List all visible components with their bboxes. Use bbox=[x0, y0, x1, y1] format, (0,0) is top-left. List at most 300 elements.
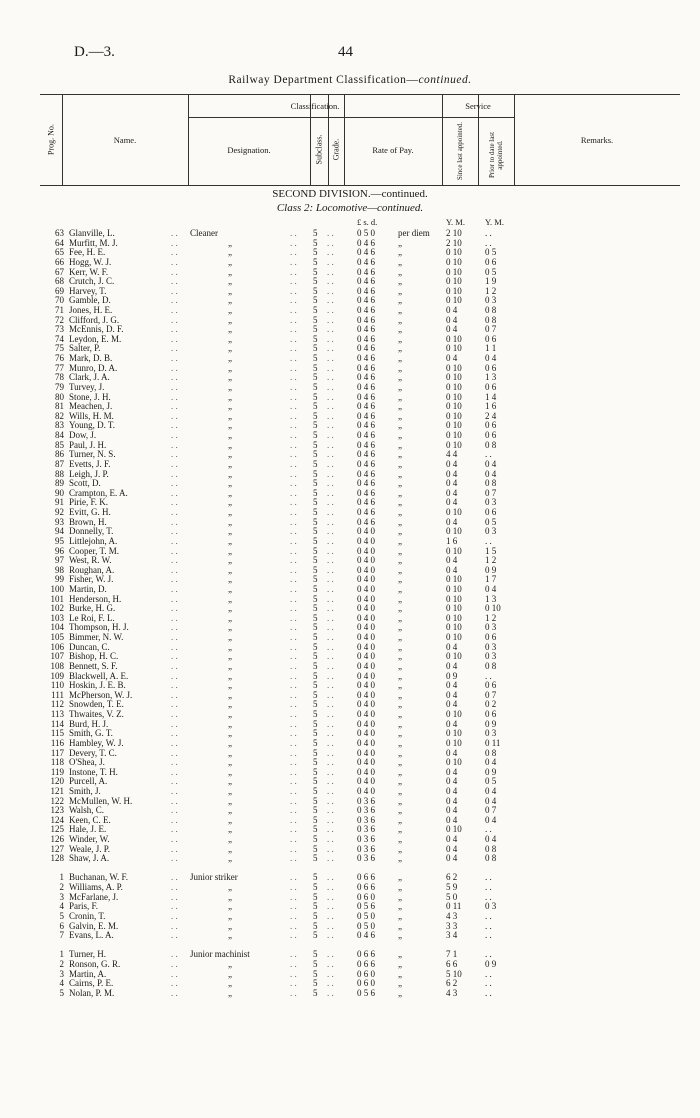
prior-to-date-cell: 0 6 bbox=[485, 507, 497, 517]
designation-cell: „ bbox=[228, 660, 232, 671]
since-units: Y. M. bbox=[446, 217, 465, 227]
leader-dots: . . bbox=[171, 285, 178, 296]
leader-dots: . . bbox=[327, 824, 334, 835]
since-last-cell: 0 10 bbox=[446, 757, 462, 768]
rate-of-pay-cell: 0 3 6 bbox=[357, 814, 375, 825]
subclass-cell: 5 bbox=[313, 478, 318, 489]
subclass-cell: 5 bbox=[313, 747, 318, 758]
subclass-cell: 5 bbox=[313, 757, 318, 768]
prog-no-cell: 70 bbox=[55, 295, 64, 306]
pay-period-cell: „ bbox=[398, 372, 402, 383]
designation-cell: „ bbox=[228, 622, 232, 633]
prior-to-date-cell: . . bbox=[485, 949, 492, 960]
prior-to-date-cell: 0 8 bbox=[485, 843, 497, 854]
leader-dots: . . bbox=[290, 564, 297, 575]
subclass-cell: 5 bbox=[313, 237, 318, 248]
name-cell: Clark, J. A. bbox=[69, 372, 110, 383]
leader-dots: . . bbox=[171, 381, 178, 392]
leader-dots: . . bbox=[327, 670, 334, 681]
name-cell: Buchanan, W. F. bbox=[69, 872, 129, 883]
rate-of-pay-cell: 0 5 0 bbox=[357, 228, 375, 238]
leader-dots: . . bbox=[290, 228, 297, 238]
pay-period-cell: „ bbox=[398, 603, 402, 614]
designation-cell: „ bbox=[228, 766, 232, 777]
leader-dots: . . bbox=[171, 747, 178, 758]
since-last-cell: 0 10 bbox=[446, 526, 462, 537]
name-cell: West, R. W. bbox=[69, 555, 112, 566]
subclass-cell: 5 bbox=[313, 247, 318, 258]
leader-dots: . . bbox=[327, 853, 334, 864]
pay-period-cell: „ bbox=[398, 670, 402, 681]
pay-period-cell: per diem bbox=[398, 228, 430, 238]
subclass-cell: 5 bbox=[313, 420, 318, 431]
leader-dots: . . bbox=[171, 814, 178, 825]
section-title: SECOND DIVISION.—continued. bbox=[272, 188, 428, 200]
prior-to-date-cell: 1 5 bbox=[485, 545, 497, 556]
leader-dots: . . bbox=[290, 603, 297, 614]
leader-dots: . . bbox=[290, 468, 297, 479]
since-last-cell: 0 10 bbox=[446, 372, 462, 383]
prog-no-cell: 4 bbox=[59, 901, 64, 912]
since-last-cell: 0 10 bbox=[446, 737, 462, 748]
since-last-cell: 0 4 bbox=[446, 766, 458, 777]
rate-of-pay-cell: 0 4 6 bbox=[357, 487, 375, 498]
leader-dots: . . bbox=[171, 353, 178, 364]
leader-dots: . . bbox=[290, 372, 297, 383]
leader-dots: . . bbox=[327, 891, 334, 902]
designation-cell: „ bbox=[228, 632, 232, 642]
rate-of-pay-cell: 0 4 6 bbox=[357, 507, 375, 517]
designation-cell: „ bbox=[228, 882, 232, 892]
pay-period-cell: „ bbox=[398, 381, 402, 392]
leader-dots: . . bbox=[290, 978, 297, 989]
pay-period-cell: „ bbox=[398, 507, 402, 517]
designation-cell: „ bbox=[228, 834, 232, 845]
leader-dots: . . bbox=[171, 430, 178, 440]
leader-dots: . . bbox=[327, 458, 334, 469]
pay-period-cell: „ bbox=[398, 641, 402, 652]
leader-dots: . . bbox=[327, 507, 334, 517]
prog-no-header: Prog. No. bbox=[46, 124, 56, 155]
pay-period-cell: „ bbox=[398, 622, 402, 633]
prog-no-cell: 3 bbox=[59, 891, 64, 902]
since-last-cell: 0 9 bbox=[446, 670, 458, 681]
since-last-cell: 0 4 bbox=[446, 497, 458, 508]
prog-no-cell: 5 bbox=[59, 910, 64, 921]
name-cell: Cronin, T. bbox=[69, 910, 106, 921]
prior-to-date-cell: 0 8 bbox=[485, 305, 497, 315]
prog-no-cell: 123 bbox=[50, 805, 64, 816]
pay-period-cell: „ bbox=[398, 689, 402, 700]
prog-no-cell: 5 bbox=[59, 987, 64, 998]
rate-of-pay-cell: 0 4 0 bbox=[357, 689, 375, 700]
subclass-cell: 5 bbox=[313, 391, 318, 402]
leader-dots: . . bbox=[171, 632, 178, 642]
rate-of-pay-cell: 0 6 0 bbox=[357, 968, 375, 979]
leader-dots: . . bbox=[171, 401, 178, 412]
name-cell: Blackwell, A. E. bbox=[69, 670, 129, 681]
designation-cell: „ bbox=[228, 795, 232, 806]
name-cell: O'Shea, J. bbox=[69, 757, 105, 768]
subclass-cell: 5 bbox=[313, 564, 318, 575]
rate-of-pay-cell: 0 4 6 bbox=[357, 314, 375, 325]
leader-dots: . . bbox=[327, 834, 334, 845]
prior-to-date-cell: 0 4 bbox=[485, 814, 497, 825]
subclass-cell: 5 bbox=[313, 362, 318, 373]
since-last-cell: 0 10 bbox=[446, 612, 462, 623]
prior-to-date-cell: 0 7 bbox=[485, 805, 497, 816]
designation-cell: „ bbox=[228, 910, 232, 921]
leader-dots: . . bbox=[290, 353, 297, 364]
subclass-cell: 5 bbox=[313, 709, 318, 719]
rate-of-pay-cell: 0 4 6 bbox=[357, 276, 375, 287]
subclass-cell: 5 bbox=[313, 458, 318, 469]
rate-of-pay-cell: 0 3 6 bbox=[357, 795, 375, 806]
prior-to-date-cell: 0 7 bbox=[485, 324, 497, 335]
prior-to-date-header: Prior to date last appointed. bbox=[488, 131, 504, 179]
designation-cell: „ bbox=[228, 891, 232, 902]
prog-no-cell: 77 bbox=[55, 362, 64, 373]
subclass-cell: 5 bbox=[313, 910, 318, 921]
table-row bbox=[0, 989, 700, 999]
table-row bbox=[0, 470, 700, 480]
prog-no-cell: 1 bbox=[59, 949, 64, 960]
prog-no-cell: 106 bbox=[50, 641, 64, 652]
subclass-cell: 5 bbox=[313, 987, 318, 998]
table-row bbox=[0, 797, 700, 807]
designation-cell: „ bbox=[228, 670, 232, 681]
leader-dots: . . bbox=[327, 651, 334, 662]
pay-period-cell: „ bbox=[398, 276, 402, 287]
since-last-cell: 0 4 bbox=[446, 834, 458, 845]
prior-to-date-cell: 0 3 bbox=[485, 295, 497, 306]
since-last-cell: 0 10 bbox=[446, 410, 462, 421]
pay-period-cell: „ bbox=[398, 612, 402, 623]
designation-cell: „ bbox=[228, 276, 232, 287]
prog-no-cell: 85 bbox=[55, 439, 64, 450]
rate-of-pay-cell: 0 4 0 bbox=[357, 622, 375, 633]
since-last-cell: 0 4 bbox=[446, 458, 458, 469]
rate-of-pay-cell: 0 4 6 bbox=[357, 285, 375, 296]
name-cell: Meachen, J. bbox=[69, 401, 113, 412]
designation-cell: „ bbox=[228, 458, 232, 469]
pay-period-cell: „ bbox=[398, 853, 402, 864]
designation-cell: „ bbox=[228, 603, 232, 614]
prog-no-cell: 126 bbox=[50, 834, 64, 845]
leader-dots: . . bbox=[290, 526, 297, 537]
designation-cell: „ bbox=[228, 507, 232, 517]
leader-dots: . . bbox=[290, 574, 297, 585]
name-cell: Weale, J. P. bbox=[69, 843, 111, 854]
leader-dots: . . bbox=[171, 333, 178, 344]
designation-cell: „ bbox=[228, 247, 232, 258]
designation-cell: „ bbox=[228, 978, 232, 989]
pay-period-cell: „ bbox=[398, 564, 402, 575]
subclass-cell: 5 bbox=[313, 372, 318, 383]
leader-dots: . . bbox=[171, 786, 178, 796]
leader-dots: . . bbox=[171, 920, 178, 931]
table-row bbox=[0, 777, 700, 787]
section-subtitle: Class 2: Locomotive—continued. bbox=[276, 202, 424, 214]
designation-cell: „ bbox=[228, 709, 232, 719]
pay-period-cell: „ bbox=[398, 468, 402, 479]
leader-dots: . . bbox=[171, 689, 178, 700]
pay-period-cell: „ bbox=[398, 266, 402, 277]
leader-dots: . . bbox=[171, 968, 178, 979]
designation-cell: „ bbox=[228, 420, 232, 431]
leader-dots: . . bbox=[290, 737, 297, 748]
leader-dots: . . bbox=[171, 737, 178, 748]
leader-dots: . . bbox=[290, 420, 297, 431]
subclass-cell: 5 bbox=[313, 256, 318, 267]
leader-dots: . . bbox=[327, 420, 334, 431]
leader-dots: . . bbox=[290, 497, 297, 508]
prior-to-date-cell: 0 3 bbox=[485, 497, 497, 508]
leader-dots: . . bbox=[327, 295, 334, 306]
leader-dots: . . bbox=[327, 535, 334, 546]
leader-dots: . . bbox=[290, 247, 297, 258]
name-cell: Walsh, C. bbox=[69, 805, 105, 816]
prior-to-date-cell: 0 11 bbox=[485, 737, 501, 748]
prior-to-date-cell: 0 6 bbox=[485, 632, 497, 642]
designation-cell: „ bbox=[228, 353, 232, 364]
leader-dots: . . bbox=[290, 362, 297, 373]
subclass-cell: 5 bbox=[313, 968, 318, 979]
rate-of-pay-cell: 0 4 0 bbox=[357, 603, 375, 614]
leader-dots: . . bbox=[171, 449, 178, 460]
prog-no-cell: 66 bbox=[55, 256, 64, 267]
subclass-cell: 5 bbox=[313, 853, 318, 864]
prior-to-date-cell: 0 4 bbox=[485, 834, 497, 845]
pay-period-cell: „ bbox=[398, 834, 402, 845]
name-cell: Purcell, A. bbox=[69, 776, 108, 787]
subclass-cell: 5 bbox=[313, 737, 318, 748]
table-row bbox=[0, 902, 700, 912]
prog-no-cell: 93 bbox=[55, 516, 64, 527]
prior-to-date-cell: 0 3 bbox=[485, 901, 497, 912]
rate-of-pay-cell: 0 4 6 bbox=[357, 468, 375, 479]
prior-to-date-cell: 1 1 bbox=[485, 343, 497, 354]
pay-period-cell: „ bbox=[398, 958, 402, 969]
designation-cell: „ bbox=[228, 824, 232, 835]
rate-of-pay-cell: 0 3 6 bbox=[357, 834, 375, 845]
leader-dots: . . bbox=[290, 660, 297, 671]
name-cell: Leigh, J. P. bbox=[69, 468, 109, 479]
table-header bbox=[40, 94, 680, 186]
leader-dots: . . bbox=[171, 603, 178, 614]
leader-dots: . . bbox=[327, 266, 334, 277]
leader-dots: . . bbox=[327, 660, 334, 671]
leader-dots: . . bbox=[171, 487, 178, 498]
rate-of-pay-cell: 0 4 0 bbox=[357, 583, 375, 594]
pay-period-cell: „ bbox=[398, 901, 402, 912]
leader-dots: . . bbox=[327, 737, 334, 748]
leader-dots: . . bbox=[327, 410, 334, 421]
prog-no-cell: 127 bbox=[50, 843, 64, 854]
leader-dots: . . bbox=[171, 718, 178, 729]
since-last-cell: 0 4 bbox=[446, 805, 458, 816]
name-cell: Scott, D. bbox=[69, 478, 101, 489]
rate-of-pay-cell: 0 4 0 bbox=[357, 776, 375, 787]
prior-to-date-cell: 0 5 bbox=[485, 266, 497, 277]
prog-no-cell: 68 bbox=[55, 276, 64, 287]
pay-period-cell: „ bbox=[398, 987, 402, 998]
leader-dots: . . bbox=[290, 430, 297, 440]
prior-to-date-cell: . . bbox=[485, 920, 492, 931]
leader-dots: . . bbox=[290, 824, 297, 835]
prog-no-cell: 86 bbox=[55, 449, 64, 460]
leader-dots: . . bbox=[290, 920, 297, 931]
prog-no-cell: 98 bbox=[55, 564, 64, 575]
table-row bbox=[0, 893, 700, 903]
leader-dots: . . bbox=[327, 449, 334, 460]
since-last-cell: 0 10 bbox=[446, 622, 462, 633]
pay-period-cell: „ bbox=[398, 333, 402, 344]
subclass-cell: 5 bbox=[313, 786, 318, 796]
subclass-cell: 5 bbox=[313, 930, 318, 941]
leader-dots: . . bbox=[171, 824, 178, 835]
designation-cell: Junior striker bbox=[190, 872, 238, 883]
leader-dots: . . bbox=[327, 699, 334, 710]
designation-cell: „ bbox=[228, 718, 232, 729]
leader-dots: . . bbox=[290, 757, 297, 768]
name-cell: Shaw, J. A. bbox=[69, 853, 110, 864]
name-cell: Mark, D. B. bbox=[69, 353, 113, 364]
name-cell: Keen, C. E. bbox=[69, 814, 111, 825]
rate-of-pay-cell: 0 4 0 bbox=[357, 555, 375, 566]
subclass-cell: 5 bbox=[313, 766, 318, 777]
leader-dots: . . bbox=[171, 680, 178, 691]
rate-of-pay-cell: 0 4 6 bbox=[357, 305, 375, 315]
leader-dots: . . bbox=[171, 651, 178, 662]
leader-dots: . . bbox=[327, 324, 334, 335]
leader-dots: . . bbox=[327, 574, 334, 585]
pay-period-cell: „ bbox=[398, 410, 402, 421]
prog-no-cell: 116 bbox=[50, 737, 64, 748]
since-last-cell: 0 4 bbox=[446, 324, 458, 335]
leader-dots: . . bbox=[171, 324, 178, 335]
pay-period-cell: „ bbox=[398, 535, 402, 546]
prior-to-date-cell: 1 7 bbox=[485, 574, 497, 585]
leader-dots: . . bbox=[171, 410, 178, 421]
leader-dots: . . bbox=[171, 420, 178, 431]
designation-cell: „ bbox=[228, 689, 232, 700]
rate-of-pay-cell: 0 4 0 bbox=[357, 545, 375, 556]
leader-dots: . . bbox=[290, 805, 297, 816]
pay-period-cell: „ bbox=[398, 439, 402, 450]
since-last-cell: 0 4 bbox=[446, 814, 458, 825]
subclass-cell: 5 bbox=[313, 343, 318, 354]
designation-cell: „ bbox=[228, 535, 232, 546]
leader-dots: . . bbox=[290, 545, 297, 556]
running-title-continued: continued. bbox=[418, 74, 472, 86]
leader-dots: . . bbox=[290, 843, 297, 854]
prior-to-date-cell: 0 9 bbox=[485, 564, 497, 575]
leader-dots: . . bbox=[327, 430, 334, 440]
subclass-cell: 5 bbox=[313, 795, 318, 806]
name-cell: Winder, W. bbox=[69, 834, 110, 845]
since-last-cell: 0 10 bbox=[446, 545, 462, 556]
rate-of-pay-cell: 0 4 0 bbox=[357, 747, 375, 758]
designation-cell: „ bbox=[228, 612, 232, 623]
designation-cell: „ bbox=[228, 333, 232, 344]
since-last-cell: 0 4 bbox=[446, 776, 458, 787]
subclass-cell: 5 bbox=[313, 978, 318, 989]
since-last-cell: 0 10 bbox=[446, 583, 462, 594]
prog-no-cell: 80 bbox=[55, 391, 64, 402]
prior-to-date-cell: 0 9 bbox=[485, 718, 497, 729]
leader-dots: . . bbox=[327, 362, 334, 373]
leader-dots: . . bbox=[290, 535, 297, 546]
leader-dots: . . bbox=[171, 295, 178, 306]
since-last-cell: 0 4 bbox=[446, 478, 458, 489]
leader-dots: . . bbox=[327, 709, 334, 719]
subclass-cell: 5 bbox=[313, 901, 318, 912]
leader-dots: . . bbox=[171, 247, 178, 258]
leader-dots: . . bbox=[327, 343, 334, 354]
prog-no-cell: 63 bbox=[55, 228, 64, 238]
designation-cell: Junior machinist bbox=[190, 949, 250, 960]
name-cell: Salter, P. bbox=[69, 343, 101, 354]
prog-no-cell: 65 bbox=[55, 247, 64, 258]
leader-dots: . . bbox=[290, 381, 297, 392]
pay-period-cell: „ bbox=[398, 747, 402, 758]
leader-dots: . . bbox=[290, 285, 297, 296]
pay-period-cell: „ bbox=[398, 805, 402, 816]
name-cell: Wills, H. M. bbox=[69, 410, 114, 421]
rate-of-pay-cell: 0 5 6 bbox=[357, 901, 375, 912]
leader-dots: . . bbox=[290, 612, 297, 623]
designation-header: Designation. bbox=[227, 145, 271, 155]
since-last-header: Since last appointed. bbox=[456, 121, 464, 181]
leader-dots: . . bbox=[327, 285, 334, 296]
prior-to-date-cell: 0 3 bbox=[485, 641, 497, 652]
designation-cell: „ bbox=[228, 920, 232, 931]
leader-dots: . . bbox=[290, 689, 297, 700]
leader-dots: . . bbox=[171, 497, 178, 508]
leader-dots: . . bbox=[327, 949, 334, 960]
leader-dots: . . bbox=[171, 776, 178, 787]
leader-dots: . . bbox=[327, 401, 334, 412]
leader-dots: . . bbox=[290, 449, 297, 460]
subclass-cell: 5 bbox=[313, 824, 318, 835]
designation-cell: „ bbox=[228, 516, 232, 527]
leader-dots: . . bbox=[290, 728, 297, 739]
rate-of-pay-cell: 0 4 6 bbox=[357, 401, 375, 412]
rate-of-pay-cell: 0 4 6 bbox=[357, 324, 375, 335]
since-last-cell: 0 10 bbox=[446, 593, 462, 604]
prog-no-cell: 4 bbox=[59, 978, 64, 989]
prog-no-cell: 112 bbox=[50, 699, 64, 710]
designation-cell: „ bbox=[228, 256, 232, 267]
name-cell: McMullen, W. H. bbox=[69, 795, 133, 806]
prior-to-date-cell: 0 2 bbox=[485, 699, 497, 710]
leader-dots: . . bbox=[327, 680, 334, 691]
prior-to-date-cell: 0 10 bbox=[485, 603, 501, 614]
pay-period-cell: „ bbox=[398, 237, 402, 248]
leader-dots: . . bbox=[290, 958, 297, 969]
name-cell: Crampton, E. A. bbox=[69, 487, 128, 498]
name-cell: Galvin, E. M. bbox=[69, 920, 119, 931]
name-cell: Burke, H. G. bbox=[69, 603, 116, 614]
since-last-cell: 0 10 bbox=[446, 632, 462, 642]
name-cell: Littlejohn, A. bbox=[69, 535, 118, 546]
prior-to-date-cell: . . bbox=[485, 824, 492, 835]
leader-dots: . . bbox=[290, 555, 297, 566]
prog-no-cell: 110 bbox=[50, 680, 64, 691]
leader-dots: . . bbox=[327, 843, 334, 854]
designation-cell: „ bbox=[228, 439, 232, 450]
